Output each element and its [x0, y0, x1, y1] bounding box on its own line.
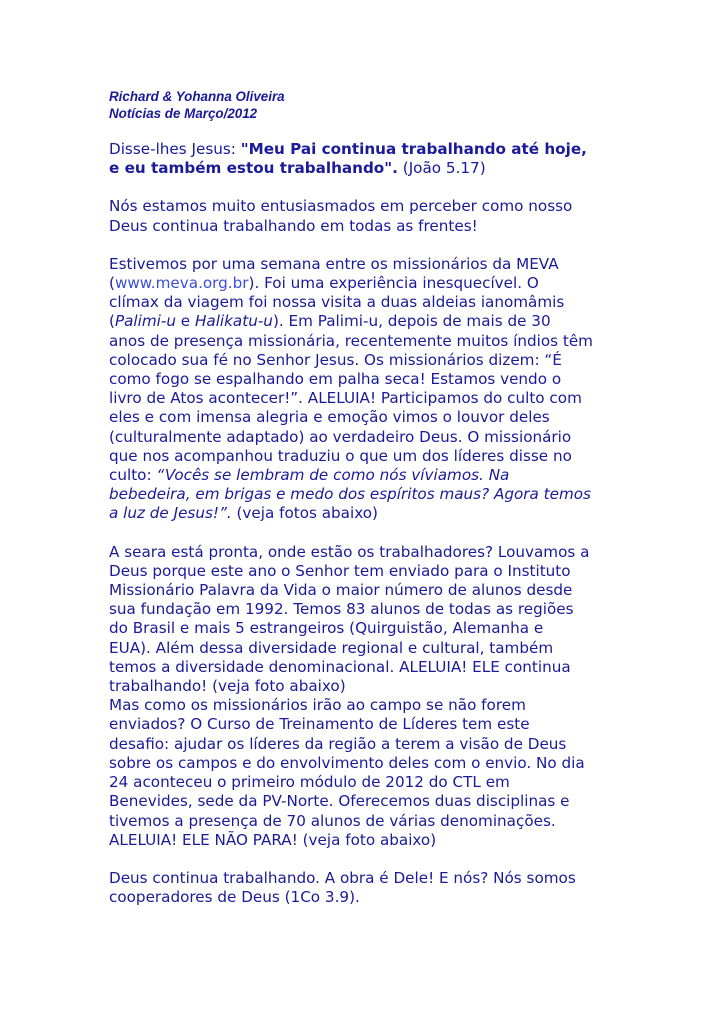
text-line: (culturalmente adaptado) ao verdadeiro Deus. O missionário: [109, 427, 572, 446]
verse-line-1: [109, 140, 619, 159]
paragraph-enthusiasm: [109, 197, 619, 235]
paragraph-institute: [109, 543, 619, 697]
text-line: ALELUIA! ELE NÃO PARA! (veja foto abaixo): [109, 830, 437, 849]
text-line: enviados? O Curso de Treinamento de Líderes tem este: [109, 715, 530, 734]
text-fragment: ). Em Palimi-u, depois de mais de 30: [272, 312, 551, 331]
text-line: colocado sua fé no Senhor Jesus. Os missionários dizem: “É: [109, 350, 562, 369]
text-line: Deus continua trabalhando. A obra é Dele! E nós? Nós somos: [109, 868, 576, 887]
text-line: temos a diversidade denominacional. ALELUIA! ELE continua: [109, 657, 571, 676]
verse-reference: (João 5.17): [397, 159, 486, 178]
paragraph-leaders-course: [109, 696, 619, 850]
newsletter-date-line: Notícias de Março/2012: [109, 106, 258, 121]
text-line: anos de presença missionária, recentemente muitos índios têm: [109, 331, 593, 350]
text-line: EUA). Além dessa diversidade regional e cultural, também: [109, 638, 554, 657]
text-line: clímax da viagem foi nossa visita a duas aldeias ianomâmis: [109, 293, 565, 312]
verse-quote-part-1: "Meu Pai continua trabalhando até hoje,: [240, 140, 587, 158]
leader-quote-line: bebedeira, em brigas e medo dos espíritos maus? Agora temos: [109, 485, 591, 504]
verse-intro: Disse-lhes Jesus:: [109, 140, 241, 158]
text-line: sua fundação em 1992. Temos 83 alunos de todas as regiões: [109, 600, 574, 619]
newsletter-page: [109, 88, 619, 926]
text-line: A seara está pronta, onde estão os trabalhadores? Louvamos a: [109, 542, 590, 561]
text-line: eles e com imensa alegria e emoção vimos o louvor deles: [109, 408, 550, 427]
text-line: sobre os campos e do envolvimento deles com o envio. No dia: [109, 753, 585, 772]
text-fragment: (veja fotos abaixo): [231, 504, 378, 523]
text-line: 24 aconteceu o primeiro módulo de 2012 do CTL em: [109, 773, 510, 792]
text-line: Mas como os missionários irão ao campo se não forem: [109, 696, 526, 715]
text-line: cooperadores de Deus (1Co 3.9).: [109, 888, 360, 907]
newsletter-header: [109, 88, 619, 122]
text-fragment: (: [109, 312, 115, 331]
text-line: tivemos a presença de 70 alunos de várias denominações.: [109, 811, 556, 830]
text-line: Missionário Palavra da Vida o maior número de alunos desde: [109, 581, 573, 600]
text-line: Benevides, sede da PV-Norte. Oferecemos duas disciplinas e: [109, 792, 570, 811]
village-name-halikatu: Halikatu-u: [194, 312, 273, 331]
paragraph-meva-visit: [109, 255, 619, 524]
text-fragment: culto:: [109, 466, 157, 485]
text-line: como fogo se espalhando em palha seca! Estamos vendo o: [109, 370, 562, 389]
text-line: Estivemos por uma semana entre os missionários da MEVA: [109, 254, 559, 273]
text-line: que nos acompanhou traduziu o que um dos líderes disse no: [109, 446, 572, 465]
text-line: Nós estamos muito entusiasmados em perceber como nosso: [109, 197, 573, 216]
verse-quote-part-2: e eu também estou trabalhando".: [109, 159, 398, 178]
text-fragment: e: [175, 312, 195, 331]
meva-website-link[interactable]: www.meva.org.br: [114, 274, 249, 293]
text-line: [109, 466, 619, 485]
village-name-palimi: Palimi-u: [114, 312, 176, 331]
bible-verse-paragraph: [109, 140, 619, 178]
text-line: [109, 504, 619, 523]
text-fragment: ). Foi uma experiência inesquecível. O: [248, 274, 539, 293]
text-line: [109, 274, 619, 293]
leader-quote: “Vocês se lembram de como nós víviamos. Na: [156, 466, 510, 485]
text-line: [109, 312, 619, 331]
authors-line: Richard & Yohanna Oliveira: [109, 89, 285, 104]
text-line: desafio: ajudar os líderes da região a terem a visão de Deus: [109, 734, 567, 753]
text-line: livro de Atos acontecer!”. ALELUIA! Participamos do culto com: [109, 389, 582, 408]
text-fragment: (: [109, 274, 115, 293]
text-line: trabalhando! (veja foto abaixo): [109, 677, 346, 696]
text-line: Deus continua trabalhando em todas as frentes!: [109, 216, 478, 235]
text-line: Deus porque este ano o Senhor tem enviado para o Instituto: [109, 561, 571, 580]
paragraph-closing: [109, 869, 619, 907]
text-line: do Brasil e mais 5 estrangeiros (Quirguistão, Alemanha e: [109, 619, 544, 638]
leader-quote-end: a luz de Jesus!”.: [109, 504, 232, 523]
verse-line-2: [109, 159, 619, 178]
